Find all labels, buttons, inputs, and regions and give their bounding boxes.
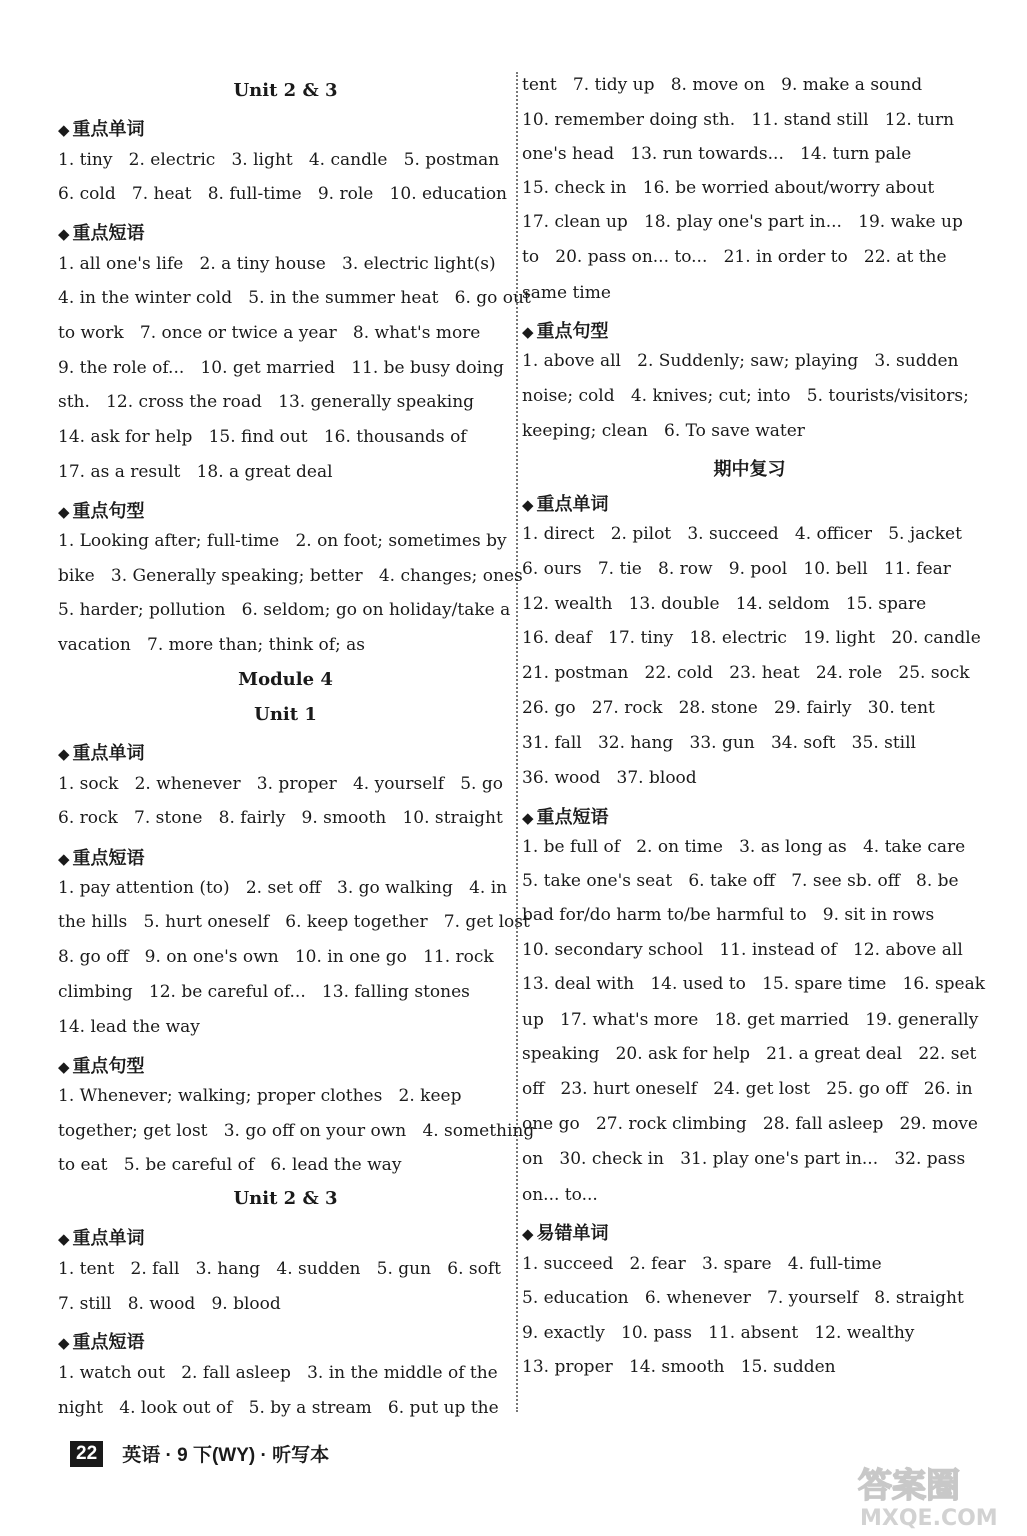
- answer-line: [58, 358, 513, 378]
- diamond-icon: ◆: [58, 503, 70, 521]
- text: 1. watch out 2. fall asleep 3. in the middle of the: [58, 1363, 498, 1383]
- answer-line: [58, 1398, 513, 1418]
- text: 1. succeed 2. fear 3. spare 4. full-time: [522, 1254, 882, 1274]
- column-divider: [516, 72, 518, 1412]
- watermark-logo: [850, 1455, 1020, 1530]
- text: 7. still 8. wood 9. blood: [58, 1294, 281, 1314]
- text: on... to...: [522, 1185, 598, 1205]
- subsection-title: [522, 1219, 977, 1245]
- text: 重点短语: [536, 807, 609, 828]
- answer-line: [58, 1086, 513, 1106]
- watermark-text: 答案圈: [858, 1466, 960, 1506]
- answer-line: [58, 392, 513, 412]
- text: vacation 7. more than; think of; as: [58, 635, 366, 655]
- diamond-icon: ◆: [522, 809, 534, 827]
- diamond-icon: ◆: [58, 121, 70, 139]
- answer-line: [58, 1155, 513, 1175]
- answer-line: [58, 878, 513, 898]
- answer-line: [58, 635, 513, 655]
- text: off 23. hurt oneself 24. get lost 25. go off 26. in: [522, 1079, 973, 1099]
- book-title: 英语 · 9 下(WY) · 听写本: [122, 1445, 330, 1466]
- text: one's head 13. run towards... 14. turn pale: [522, 144, 912, 164]
- text: 21. postman 22. cold 23. heat 24. role 25. sock: [522, 663, 970, 683]
- answer-line: [522, 559, 977, 579]
- answer-line: [522, 698, 977, 718]
- answer-line: [522, 75, 977, 95]
- answer-line: [58, 288, 531, 308]
- text: 26. go 27. rock 28. stone 29. fairly 30. tent: [522, 698, 935, 718]
- subsection-title: [58, 219, 513, 245]
- text: 重点短语: [72, 1332, 145, 1353]
- text: 1. all one's life 2. a tiny house 3. electric light(s): [58, 254, 496, 274]
- text: 13. deal with 14. used to 15. spare time 16. speak: [522, 974, 986, 994]
- answer-line: [522, 1288, 977, 1308]
- answer-line: [522, 212, 977, 232]
- answer-line: [58, 1294, 513, 1314]
- answer-line: [58, 254, 513, 274]
- text: 1. tiny 2. electric 3. light 4. candle 5. postman: [58, 150, 500, 170]
- text: 重点句型: [536, 321, 609, 342]
- text: Unit 2 & 3: [233, 1188, 338, 1209]
- text: 9. the role of... 10. get married 11. be busy doing: [58, 358, 504, 378]
- text: 8. go off 9. on one's own 10. in one go 11. rock: [58, 947, 494, 967]
- text: 1. be full of 2. on time 3. as long as 4. take care: [522, 837, 966, 857]
- subsection-title: [58, 115, 513, 141]
- answer-line: [522, 144, 977, 164]
- text: 重点单词: [72, 743, 145, 764]
- diamond-icon: ◆: [58, 1334, 70, 1352]
- text: 17. clean up 18. play one's part in... 19. wake up: [522, 212, 963, 232]
- text: bike 3. Generally speaking; better 4. changes; ones: [58, 566, 523, 586]
- text: 重点短语: [72, 223, 145, 244]
- answer-line: [58, 947, 513, 967]
- text: up 17. what's more 18. get married 19. generally: [522, 1010, 979, 1030]
- answer-line: [58, 1017, 513, 1037]
- answer-line: [522, 663, 977, 683]
- page-number: 22: [70, 1441, 103, 1467]
- text: 10. secondary school 11. instead of 12. above all: [522, 940, 963, 960]
- subsection-title: [58, 1328, 513, 1354]
- diamond-icon: ◆: [522, 323, 534, 341]
- answer-line: [58, 1259, 513, 1279]
- text: 4. in the winter cold 5. in the summer heat 6. go out: [58, 288, 531, 308]
- answer-line: [522, 1079, 977, 1099]
- diamond-icon: ◆: [58, 1058, 70, 1076]
- text: 5. education 6. whenever 7. yourself 8. straight: [522, 1288, 964, 1308]
- text: together; get lost 3. go off on your own 4. something: [58, 1121, 535, 1141]
- section-heading: [58, 1188, 513, 1209]
- answer-line: [522, 733, 977, 753]
- text: to 20. pass on... to... 21. in order to 22. at the: [522, 247, 947, 267]
- text: 1. above all 2. Suddenly; saw; playing 3. sudden: [522, 351, 959, 371]
- answer-line: [58, 323, 513, 343]
- text: Module 4: [238, 669, 333, 690]
- text: 易错单词: [536, 1223, 609, 1244]
- text: 16. deaf 17. tiny 18. electric 19. light 20. candle: [522, 628, 981, 648]
- text: 期中复习: [713, 459, 786, 480]
- page-footer: [70, 1440, 329, 1470]
- section-heading: [522, 455, 977, 481]
- answer-line: [522, 1010, 977, 1030]
- answer-line: [58, 184, 513, 204]
- text: 6. rock 7. stone 8. fairly 9. smooth 10. straight: [58, 808, 503, 828]
- answer-line: [58, 462, 513, 482]
- diamond-icon: ◆: [58, 745, 70, 763]
- answer-line: [58, 774, 513, 794]
- text: 1. pay attention (to) 2. set off 3. go walking 4. in: [58, 878, 508, 898]
- text: 重点短语: [72, 848, 145, 869]
- diamond-icon: ◆: [58, 225, 70, 243]
- text: 31. fall 32. hang 33. gun 34. soft 35. still: [522, 733, 916, 753]
- text: 重点单词: [536, 494, 609, 515]
- answer-line: [58, 600, 513, 620]
- answer-line: [522, 1044, 977, 1064]
- text: 15. check in 16. be worried about/worry about: [522, 178, 935, 198]
- text: 17. as a result 18. a great deal: [58, 462, 333, 482]
- answer-line: [522, 871, 977, 891]
- text: sth. 12. cross the road 13. generally speaking: [58, 392, 475, 412]
- answer-line: [58, 150, 513, 170]
- text: 14. ask for help 15. find out 16. thousands of: [58, 427, 467, 447]
- answer-line: [58, 1121, 535, 1141]
- answer-line: [522, 628, 981, 648]
- answer-line: [522, 1114, 977, 1134]
- answer-line: [522, 386, 977, 406]
- text: 13. proper 14. smooth 15. sudden: [522, 1357, 836, 1377]
- section-heading: [58, 669, 513, 690]
- subsection-title: [58, 739, 513, 765]
- answer-line: [522, 1254, 977, 1274]
- answer-line: [522, 974, 986, 994]
- diamond-icon: ◆: [522, 496, 534, 514]
- answer-line: [522, 1185, 977, 1205]
- answer-line: [522, 837, 977, 857]
- answer-line: [522, 940, 977, 960]
- subsection-title: [58, 497, 513, 523]
- text: speaking 20. ask for help 21. a great deal 22. set: [522, 1044, 977, 1064]
- section-heading: [58, 704, 513, 725]
- subsection-title: [522, 803, 977, 829]
- text: 10. remember doing sth. 11. stand still 12. turn: [522, 110, 955, 130]
- text: 1. direct 2. pilot 3. succeed 4. officer 5. jacket: [522, 524, 962, 544]
- text: on 30. check in 31. play one's part in... 32. pass: [522, 1149, 966, 1169]
- text: Unit 2 & 3: [233, 80, 338, 101]
- answer-line: [522, 421, 977, 441]
- subsection-title: [522, 490, 977, 516]
- text: 36. wood 37. blood: [522, 768, 697, 788]
- diamond-icon: ◆: [58, 1230, 70, 1248]
- text: 1. tent 2. fall 3. hang 4. sudden 5. gun 6. soft: [58, 1259, 501, 1279]
- text: 1. Looking after; full-time 2. on foot; sometimes by: [58, 531, 507, 551]
- subsection-title: [522, 317, 977, 343]
- text: keeping; clean 6. To save water: [522, 421, 805, 441]
- answer-line: [58, 566, 523, 586]
- text: 重点句型: [72, 501, 145, 522]
- subsection-title: [58, 1052, 513, 1078]
- text: 重点单词: [72, 119, 145, 140]
- answer-line: [58, 427, 513, 447]
- diamond-icon: ◆: [522, 1225, 534, 1243]
- text: the hills 5. hurt oneself 6. keep together 7. get lost: [58, 912, 530, 932]
- answer-line: [58, 912, 530, 932]
- subsection-title: [58, 1224, 513, 1250]
- text: bad for/do harm to/be harmful to 9. sit in rows: [522, 905, 935, 925]
- text: one go 27. rock climbing 28. fall asleep 29. move: [522, 1114, 978, 1134]
- watermark-url: MXQE.COM: [860, 1506, 998, 1530]
- answer-line: [522, 524, 977, 544]
- answer-line: [522, 178, 977, 198]
- answer-line: [58, 531, 513, 551]
- text: 6. ours 7. tie 8. row 9. pool 10. bell 11. fear: [522, 559, 951, 579]
- text: 5. take one's seat 6. take off 7. see sb. off 8. be: [522, 871, 959, 891]
- text: climbing 12. be careful of... 13. falling stones: [58, 982, 470, 1002]
- answer-line: [522, 1323, 977, 1343]
- answer-line: [522, 283, 977, 303]
- text: 6. cold 7. heat 8. full-time 9. role 10. education: [58, 184, 507, 204]
- diamond-icon: ◆: [58, 850, 70, 868]
- text: same time: [522, 283, 611, 303]
- text: to eat 5. be careful of 6. lead the way: [58, 1155, 402, 1175]
- answer-line: [58, 1363, 513, 1383]
- text: 5. harder; pollution 6. seldom; go on holiday/take a: [58, 600, 511, 620]
- answer-line: [522, 594, 977, 614]
- text: 重点单词: [72, 1228, 145, 1249]
- text: tent 7. tidy up 8. move on 9. make a sound: [522, 75, 923, 95]
- text: night 4. look out of 5. by a stream 6. put up the: [58, 1398, 499, 1418]
- text: Unit 1: [254, 704, 317, 725]
- text: 14. lead the way: [58, 1017, 200, 1037]
- answer-line: [522, 768, 977, 788]
- answer-line: [58, 982, 513, 1002]
- subsection-title: [58, 844, 513, 870]
- text: 1. sock 2. whenever 3. proper 4. yourself 5. go: [58, 774, 503, 794]
- text: 1. Whenever; walking; proper clothes 2. keep: [58, 1086, 462, 1106]
- answer-line: [522, 1357, 977, 1377]
- text: to work 7. once or twice a year 8. what's more: [58, 323, 481, 343]
- answer-line: [522, 1149, 977, 1169]
- answer-line: [522, 110, 977, 130]
- answer-line: [58, 808, 513, 828]
- text: noise; cold 4. knives; cut; into 5. tourists/visitors;: [522, 386, 969, 406]
- text: 12. wealth 13. double 14. seldom 15. spare: [522, 594, 927, 614]
- text: 重点句型: [72, 1056, 145, 1077]
- answer-line: [522, 905, 977, 925]
- section-heading: [58, 80, 513, 101]
- answer-line: [522, 351, 977, 371]
- text: 9. exactly 10. pass 11. absent 12. wealthy: [522, 1323, 915, 1343]
- answer-line: [522, 247, 977, 267]
